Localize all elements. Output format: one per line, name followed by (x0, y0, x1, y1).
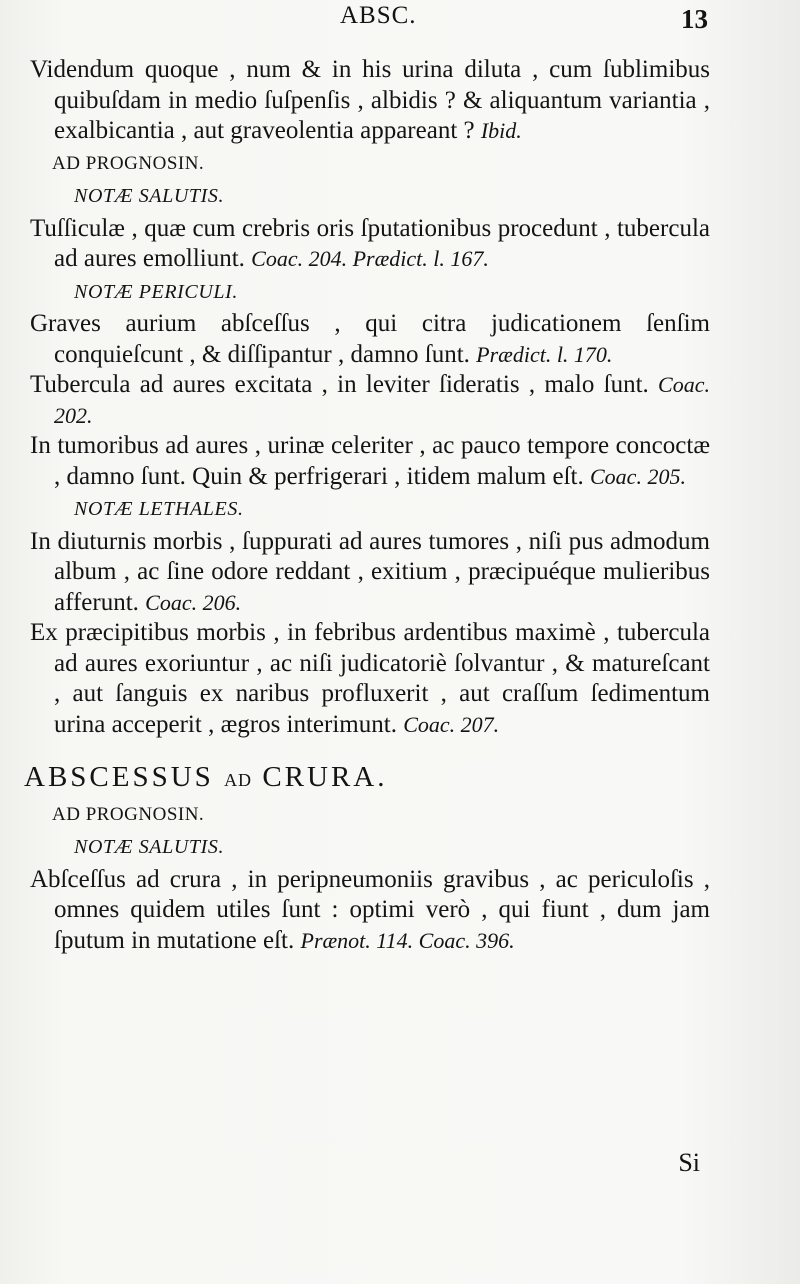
paragraph (30, 431, 710, 492)
citation: Coac. 204. Prædict. l. 167. (251, 246, 489, 271)
citation: Coac. 206. (145, 589, 242, 615)
subheading-prognosin: AD PROGNOSIN. (52, 152, 205, 174)
paragraph (30, 55, 710, 147)
citation: Coac. 205. (590, 463, 686, 489)
paragraph (30, 865, 710, 957)
subheading-notae-salutis: NOTÆ SALUTIS. (74, 836, 225, 858)
citation: Prænot. 114. Coac. 396. (300, 927, 515, 953)
citation: Prædict. l. 170. (476, 341, 613, 367)
paragraph (30, 370, 710, 431)
paragraph (30, 527, 710, 619)
paragraph-text: Videndum quoque , num & in his urina diluta , cum ſublimibus quibuſdam in medio ſuſpenſis , albidis ? & aliquantum variantia , exalbicantia , aut graveolentia appareant ? (30, 56, 710, 144)
paragraph (30, 618, 710, 740)
paragraph (30, 214, 710, 275)
section-heading-word: CRURA. (262, 761, 388, 793)
section-heading-word: ABSCESSUS (24, 761, 214, 793)
paragraph-text: Graves aurium abſceſſus , qui citra judicationem ſenſim conquieſcunt , & diſſipantur , damno ſunt. (30, 310, 710, 368)
paragraph-text: Ex præcipitibus morbis , in febribus ardentibus maximè , tubercula ad aures exoriuntur , ac niſi judicatoriè ſolvantur , & matureſcant , aut ſanguis ex naribus profluxerit , aut craſſum ſedimentum urina acceperit , ægros interimunt. (30, 619, 710, 738)
section-heading-word: AD (224, 770, 253, 790)
citation: Coac. 207. (403, 711, 500, 737)
section-heading (24, 762, 710, 796)
subheading-notae-periculi: NOTÆ PERICULI. (74, 280, 238, 303)
paragraph-text: In tumoribus ad aures , urinæ celeriter , ac pauco tempore concoctæ , damno ſunt. Quin & perfrigerari , itidem malum eſt. (30, 432, 710, 490)
paragraph-text: Tuſſiculæ , quæ cum crebris oris ſputationibus procedunt , tubercula ad aures emolliunt. (30, 214, 710, 272)
citation: Ibid. (480, 118, 522, 143)
subheading-notae-salutis: NOTÆ SALUTIS. (74, 185, 225, 207)
subheading-prognosin: AD PROGNOSIN. (52, 803, 205, 825)
paragraph (30, 309, 710, 370)
running-head: ABSC. (340, 2, 417, 29)
paragraph-text: Tubercula ad aures excitata , in leviter ſideratis , malo ſunt. (30, 371, 649, 398)
paragraph-text: In diuturnis morbis , ſuppurati ad aures tumores , niſi pus admodum album , ac ſine odore reddant , exitium , præcipuéque mulieribus afferunt. (30, 527, 710, 616)
subheading-notae-lethales: NOTÆ LETHALES. (74, 498, 244, 520)
paragraph-text: Abſceſſus ad crura , in peripneumoniis gravibus , ac periculoſis , omnes quidem utiles ſunt : optimi verò , qui fiunt , dum jam ſputum in mutatione eſt. (30, 865, 710, 954)
catchword: Si (678, 1148, 700, 1177)
page-number: 13 (681, 4, 708, 34)
citation: Coac. 202. (54, 372, 710, 428)
page-body (24, 55, 710, 956)
page-header (0, 2, 800, 42)
